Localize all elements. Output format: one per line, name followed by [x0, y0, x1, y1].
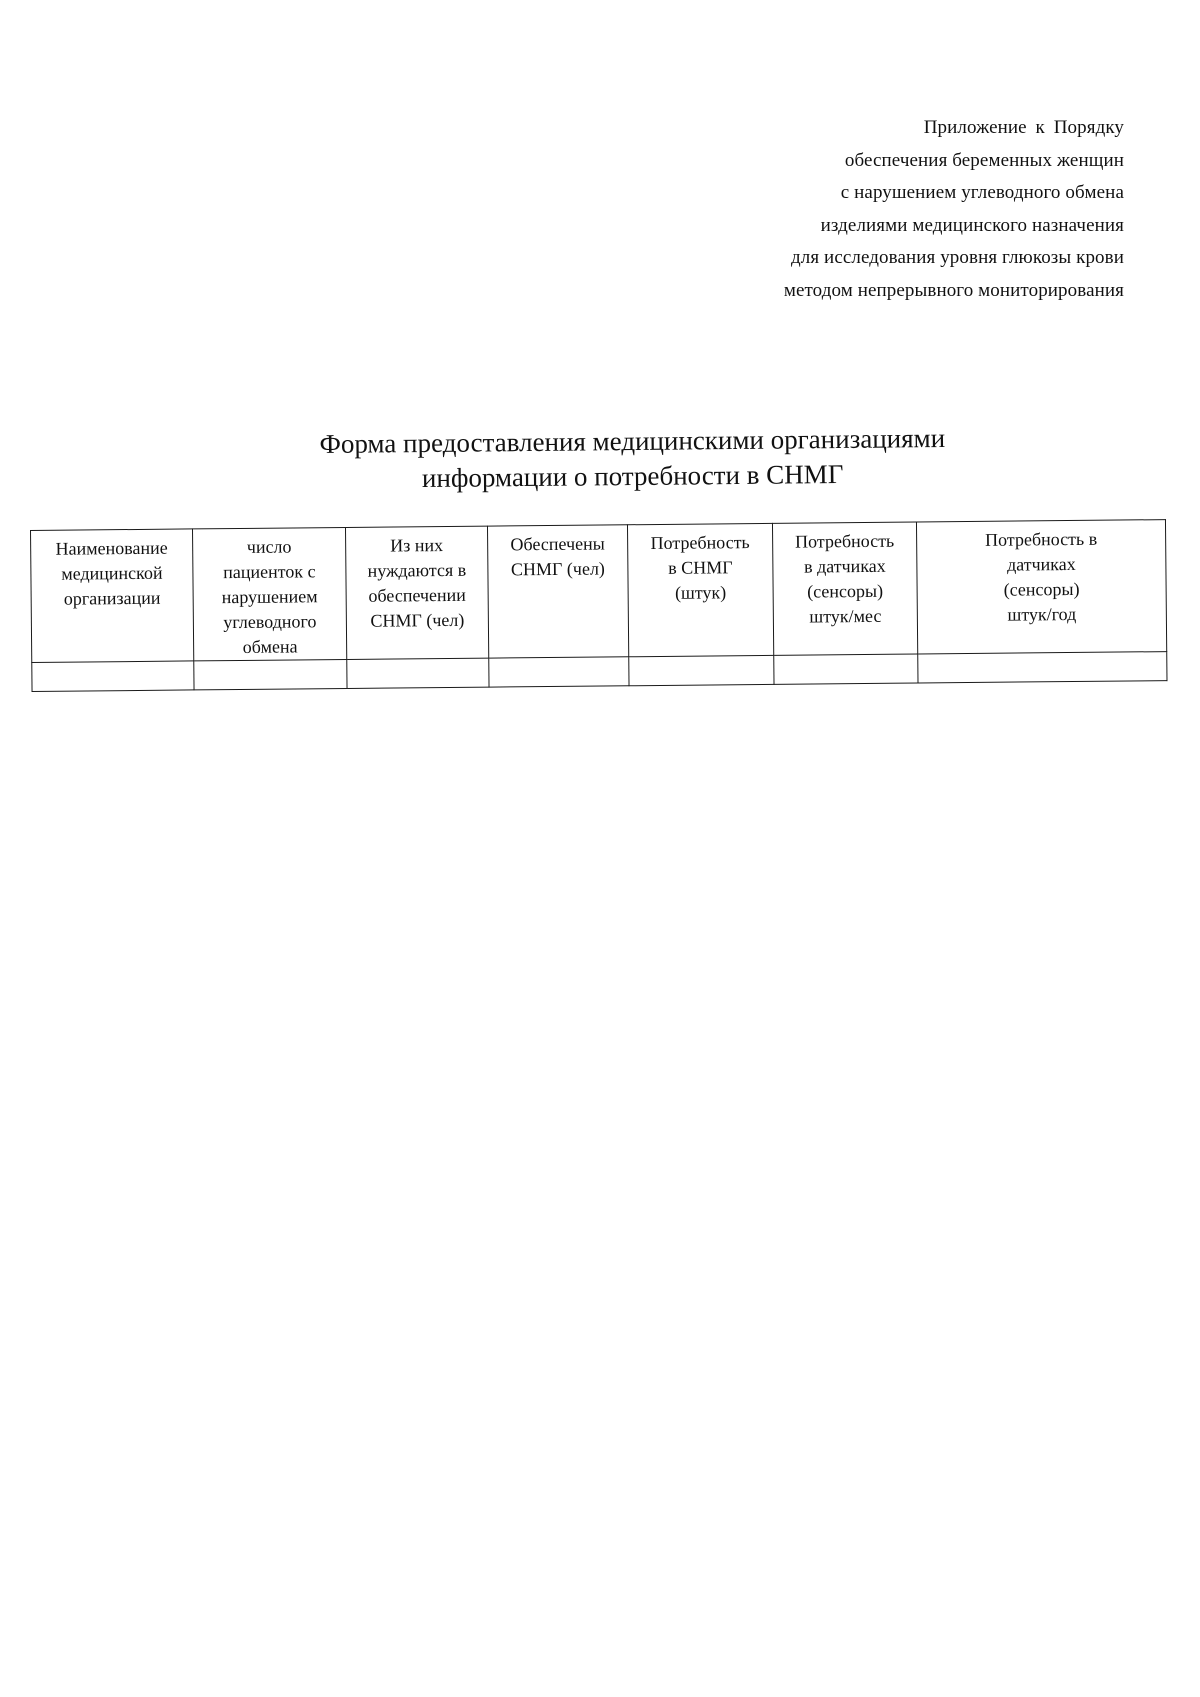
column-header-provided-cgm: Обеспечены СНМГ (чел)	[487, 525, 628, 658]
appendix-reference	[784, 112, 1124, 308]
appendix-line: с нарушением углеводного обмена	[840, 182, 1124, 204]
need-table-container	[30, 519, 1167, 692]
need-table	[30, 519, 1168, 692]
form-title-line-1: Форма предоставления медицинскими организациями	[319, 422, 946, 460]
table-cell-need-cgm[interactable]	[347, 658, 489, 688]
column-header-patient-count: число пациенток с нарушением углеводного обмена	[192, 527, 346, 660]
table-cell-patient-count[interactable]	[194, 659, 347, 689]
table-cell-provided-cgm[interactable]	[489, 657, 629, 687]
column-header-sensors-per-month: Потребность в датчиках (сенсоры) штук/мес	[772, 522, 917, 655]
table-header-row	[31, 520, 1167, 663]
appendix-line: для исследования уровня глюкозы крови	[791, 247, 1124, 269]
column-header-sensors-per-year: Потребность в датчиках (сенсоры) штук/год	[916, 520, 1166, 654]
appendix-line: обеспечения беременных женщин	[844, 149, 1124, 171]
table-cell-sensors-per-month[interactable]	[774, 654, 918, 684]
appendix-line: изделиями медицинского назначения	[820, 214, 1124, 236]
column-header-cgm-demand: Потребность в СНМГ (штук)	[627, 523, 773, 656]
column-header-need-cgm: Из них нуждаются в обеспечении СНМГ (чел)	[345, 526, 488, 659]
table-cell-cgm-demand[interactable]	[629, 655, 774, 685]
appendix-line: Приложение к Порядку	[923, 117, 1124, 138]
table-cell-organization-name[interactable]	[32, 661, 194, 692]
form-title	[260, 420, 1006, 497]
form-title-line-2: информации о потребности в СНМГ	[421, 458, 844, 494]
table-cell-sensors-per-year[interactable]	[918, 652, 1167, 683]
appendix-line: методом непрерывного мониторирования	[783, 279, 1124, 301]
column-header-organization-name: Наименование медицинской организации	[31, 529, 194, 663]
